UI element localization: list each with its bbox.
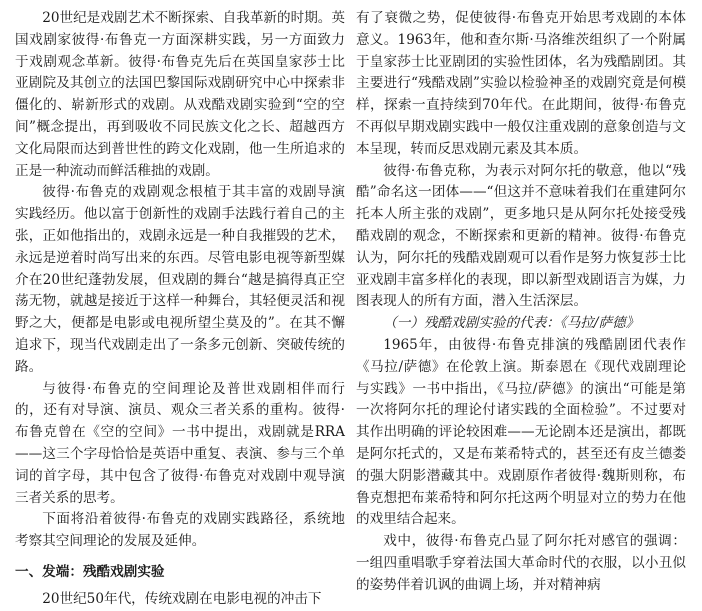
paragraph-continuation: 有了衰微之势，促使彼得·布鲁克开始思考戏剧的本体意义。1963年，他和查尔斯·马洛维茨组织了一个附属于皇家莎士比亚剧团的实验性团体，名为残酷剧团。其主要进行“残酷戏剧”实验以检验神圣的戏剧究竟是何模样，探索一直持续到70年代。在此期间，彼得·布鲁克不再似早期戏剧实践中一般仅注重戏剧的意象创造与文本呈现，转而反思戏剧元素及其本质。 (356, 10, 686, 157)
left-column (15, 8, 345, 611)
paragraph-section-start: 20世纪50年代，传统戏剧在电影电视的冲击下 (42, 590, 322, 607)
paragraph-rra: 与彼得·布鲁克的空间理论及普世戏剧相伴而行的，还有对导演、演员、观众三者关系的重构。彼得·布鲁克曾在《空的空间》一书中提出，戏剧就是RRA——这三个字母恰恰是英语中重复、表演、参与三个单词的首字母，其中包含了彼得·布鲁克对戏剧中观导演三者关系的思考。 (15, 380, 345, 506)
paragraph-outline: 下面将沿着彼得·布鲁克的戏剧实践路径，系统地考察其空间理论的发展及延伸。 (15, 511, 345, 550)
right-column (356, 8, 686, 597)
paragraph-marat-sade: 1965年，由彼得·布鲁克排演的残酷剧团代表作《马拉/萨德》在伦敦上演。斯泰恩在《现代戏剧理论与实践》一书中指出，《马拉/萨德》的演出“可能是第一次将阿尔托的理论付诸实践的全面检验”。不过要对其作出明确的评论较困难——无论剧本还是演出，都既是阿尔托式的，又是布莱希特式的，甚至还有皮兰德娄的强大阴影潜藏其中。戏剧原作者彼得·魏斯则称，布鲁克想把布莱希特和阿尔托这两个明显对立的势力在他的戏里结合起来。 (356, 336, 686, 528)
paragraph-practice: 彼得·布鲁克的戏剧观念根植于其丰富的戏剧导演实践经历。他以富于创新性的戏剧手法践行着自己的主张，正如他指出的，戏剧永远是一种自我摧毁的艺术，永远是逆着时尚写出来的东西。尽管电影电视等新型媒介在20世纪蓬勃发展，但戏剧的舞台“越是搞得真正空荡无物，就越是接近于这样一种舞台，其轻便灵活和视野之大，便都是电影或电视所望尘莫及的”。在其不懈追求下，现当代戏剧走出了一条多元创新、突破传统的路。 (15, 184, 345, 375)
section-heading: 一、发端：残酷戏剧实验 (15, 563, 165, 580)
paragraph-intro: 20世纪是戏剧艺术不断探索、自我革新的时期。英国戏剧家彼得·布鲁克一方面深耕实践，另一方面致力于戏剧观念革新。彼得·布鲁克先后在英国皇家莎士比亚剧院及其创立的法国巴黎国际戏剧研究中心中探索非僵化的、崭新形式的戏剧。从戏酷戏剧实验到“空的空间”概念提出，再到吸收不同民族文化之长、超越西方文化局限而达到普世性的跨文化戏剧，他一生所追求的正是一种流动而鲜活稚拙的戏剧。 (15, 10, 345, 179)
paragraph-artaud: 彼得·布鲁克称，为表示对阿尔托的敬意，他以“残酷”命名这一团体——“但这并不意味着我们在重建阿尔托本人所主张的戏剧”，更多地只是从阿尔托处接受残酷戏剧的观念，不断探索和更新的精神。彼得·布鲁克认为，阿尔托的残酷戏剧观可以看作是努力恢复莎士比亚戏剧丰富多样化的表现，即以新型戏剧语言为媒，力图表现人的所有方面，潜入生活深层。 (356, 162, 686, 310)
paragraph-senses: 戏中，彼得·布鲁克凸显了阿尔托对感官的强调：一组四重唱歌手穿着法国大革命时代的衣服，以小丑似的姿势伴着讥讽的曲调上场，并对精神病 (356, 533, 686, 593)
subsection-heading: （一）残酷戏剧实验的代表：《马拉/萨德》 (383, 315, 640, 332)
